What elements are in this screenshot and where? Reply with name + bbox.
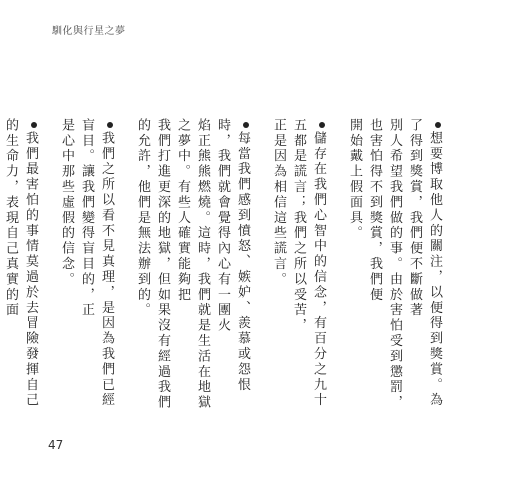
paragraph-line: 我們最害怕的事情莫過於去冒險發揮自己的生命力，表現自己真實的面: [3, 118, 38, 409]
bullet-icon: [431, 118, 444, 131]
bullet-icon: [103, 118, 116, 131]
paragraph-line: 想要博取他人的關注，以便得到獎賞。為了得到獎賞，我們便不斷做著: [407, 118, 442, 409]
bullet-paragraph-1: [344, 118, 444, 418]
paragraph-line: 別人希望我們做的事。由於害怕受到懲罰，也害怕得不到獎賞，我們便: [367, 118, 402, 411]
bullet-icon: [315, 118, 328, 131]
page-number: 47: [48, 438, 64, 452]
paragraph-line: 焰正熊熊燃燒。這時，我們就是生活在地獄之夢中。有些人確實能夠把: [175, 118, 210, 411]
bullet-paragraph-5: [0, 118, 40, 418]
bullet-icon: [27, 118, 40, 131]
running-header: 馴化與行星之夢: [52, 26, 126, 37]
bullet-paragraph-4: [56, 118, 116, 418]
paragraph-line: 是心中那些虛假的信念。: [59, 118, 74, 288]
vertical-text-block: [0, 118, 444, 418]
paragraph-line: 正是因為相信這些謊言。: [271, 118, 286, 288]
bullet-paragraph-3: [132, 118, 252, 418]
paragraph-line: 我們之所以看不見真理，是因為我們已經盲目。讓我們變得盲目的，正: [79, 118, 114, 409]
paragraph-line: 我們打進更深的地獄，但如果沒有經過我們的允許，他們是無法辦到的。: [135, 118, 170, 411]
paragraph-line: 儲存在我們心智中的信念，有百分之九十五都是謊言；我們之所以受苦，: [291, 118, 326, 409]
paragraph-line: 開始戴上假面具。: [347, 118, 362, 242]
bullet-paragraph-2: [268, 118, 328, 418]
bullet-icon: [239, 118, 252, 131]
paragraph-line: 每當我們感到憤怒、嫉妒、羨慕或怨恨時，我們就會覺得內心有一團火: [215, 118, 250, 393]
